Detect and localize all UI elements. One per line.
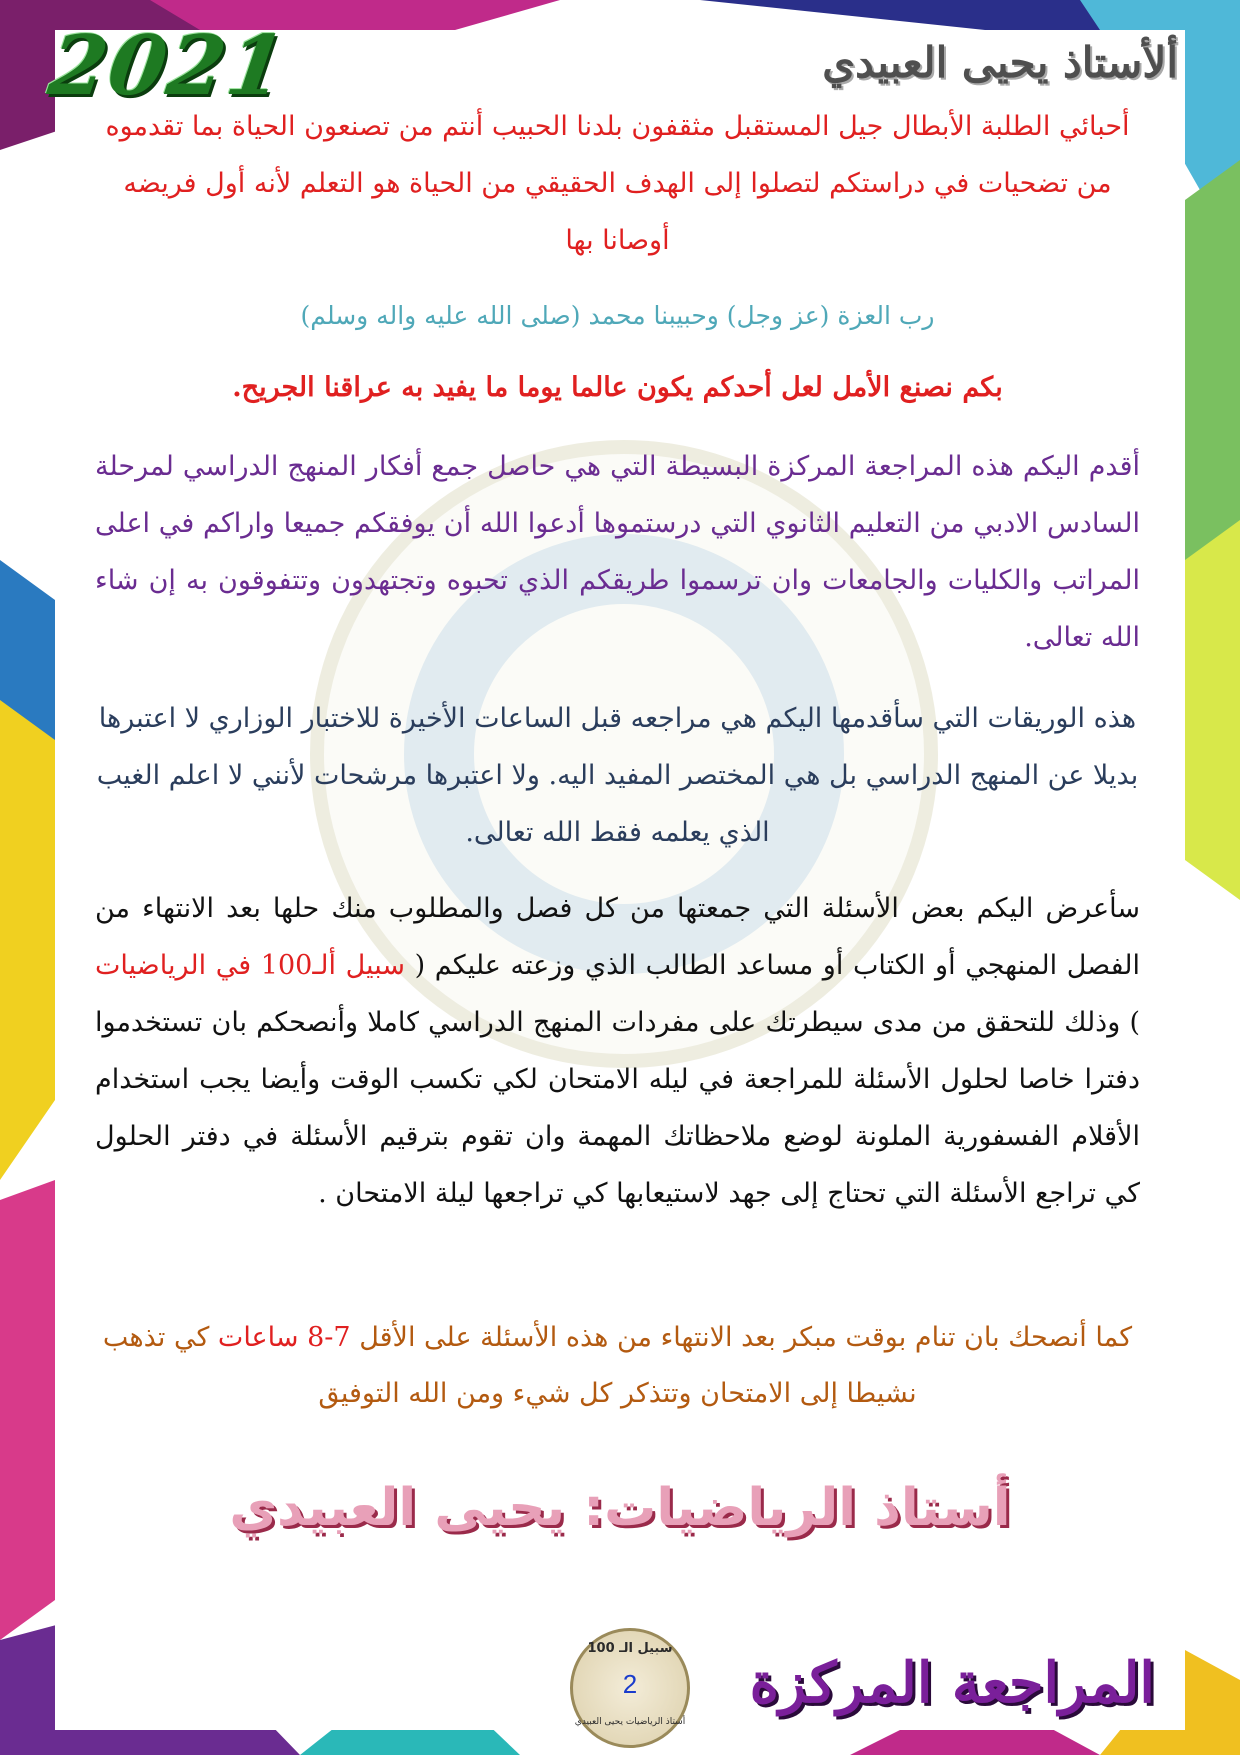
sleep-hours-unit: ساعات (217, 1322, 299, 1353)
seal-top-text: سبيل الـ 100 (587, 1641, 673, 1656)
signature-title: أستاذ الرياضيات: يحيى العبيدي (229, 1478, 1011, 1538)
footer-title: المراجعة المركزة (749, 1650, 1155, 1716)
paragraph-disclaimer: هذه الوريقات التي سأقدمها اليكم هي مراجعه قبل الساعات الأخيرة للاختبار الوزاري لا اعتبرها بديلا عن المنهج الدراسي بل هي المختصر المفيد اليه. ولا اعتبرها مرشحات لأنني لا اعلم الغيب الذي يعلمه فقط الله تعالى. (96, 703, 1139, 848)
teacher-name: ألأستاذ يحيى العبيدي (822, 38, 1178, 87)
page-number: 2 (622, 1669, 638, 1699)
paragraph-presentation: أقدم اليكم هذه المراجعة المركزة البسيطة التي هي حاصل جمع أفكار المنهج الدراسي لمرحلة السادس الادبي من التعليم الثانوي التي درستموها أدعوا الله أن يوفقكم جميعا واراكم في اعلى المراتب والكليات والجامعات وان ترسموا طريقكم الذي تحبوه وتجتهدون وتتفوقون به إن شاء الله تعالى. (95, 451, 1140, 653)
year-title: 2021 (43, 18, 293, 114)
paragraph-intro: أحبائي الطلبة الأبطال جيل المستقبل مثقفون بلدنا الحبيب أنتم من تصنعون الحياة بما تقدموه من تضحيات في دراستكم لتصلوا إلى الهدف الحقيقي من الحياة هو التعلم لأنه أول فريضه أوصانا بها (105, 111, 1130, 256)
paragraph-advice (95, 1310, 1140, 1422)
paragraph-blessing: رب العزة (عز وجل) وحبيبنا محمد (صلى الله عليه واله وسلم) (300, 301, 935, 330)
seal-bottom-text: أستاذ الرياضيات يحيى العبيدي (574, 1717, 686, 1727)
paragraph-hope: بكم نصنع الأمل لعل أحدكم يكون عالما يوما ما يفيد به عراقنا الجريح. (232, 372, 1003, 403)
instructions-text-a: سأعرض اليكم بعض الأسئلة التي جمعتها من كل فصل والمطلوب منك حلها بعد الانتهاء من الفصل المنهجي أو الكتاب أو مساعد الطالب الذي وزعته عليكم ( (95, 893, 1140, 981)
page-seal (570, 1628, 690, 1748)
sleep-hours-highlight: 7-8 (307, 1322, 351, 1353)
advice-text-b: كي تذهب نشيطا إلى الامتحان وتتذكر كل شيء ومن الله التوفيق (102, 1322, 917, 1409)
advice-text-a: كما أنصحك بان تنام بوقت مبكر بعد الانتهاء من هذه الأسئلة على الأقل (359, 1322, 1133, 1353)
book-title-highlight: سبيل ألـ100 في الرياضيات (95, 950, 405, 981)
paragraph-instructions (95, 880, 1140, 1222)
instructions-text-b: ) وذلك للتحقق من مدى سيطرتك على مفردات المنهج الدراسي كاملا وأنصحكم بان تستخدموا دفترا خاصا لحلول الأسئلة للمراجعة في ليله الامتحان لكي تكسب الوقت وأيضا يجب استخدام الأقلام الفسفورية الملونة لوضع ملاحظاتك المهمة وان تقوم بترقيم الأسئلة في دفتر الحلول كي تراجع الأسئلة التي تحتاج إلى جهد لاستيعابها كي تراجعها ليلة الامتحان . (95, 1007, 1140, 1209)
